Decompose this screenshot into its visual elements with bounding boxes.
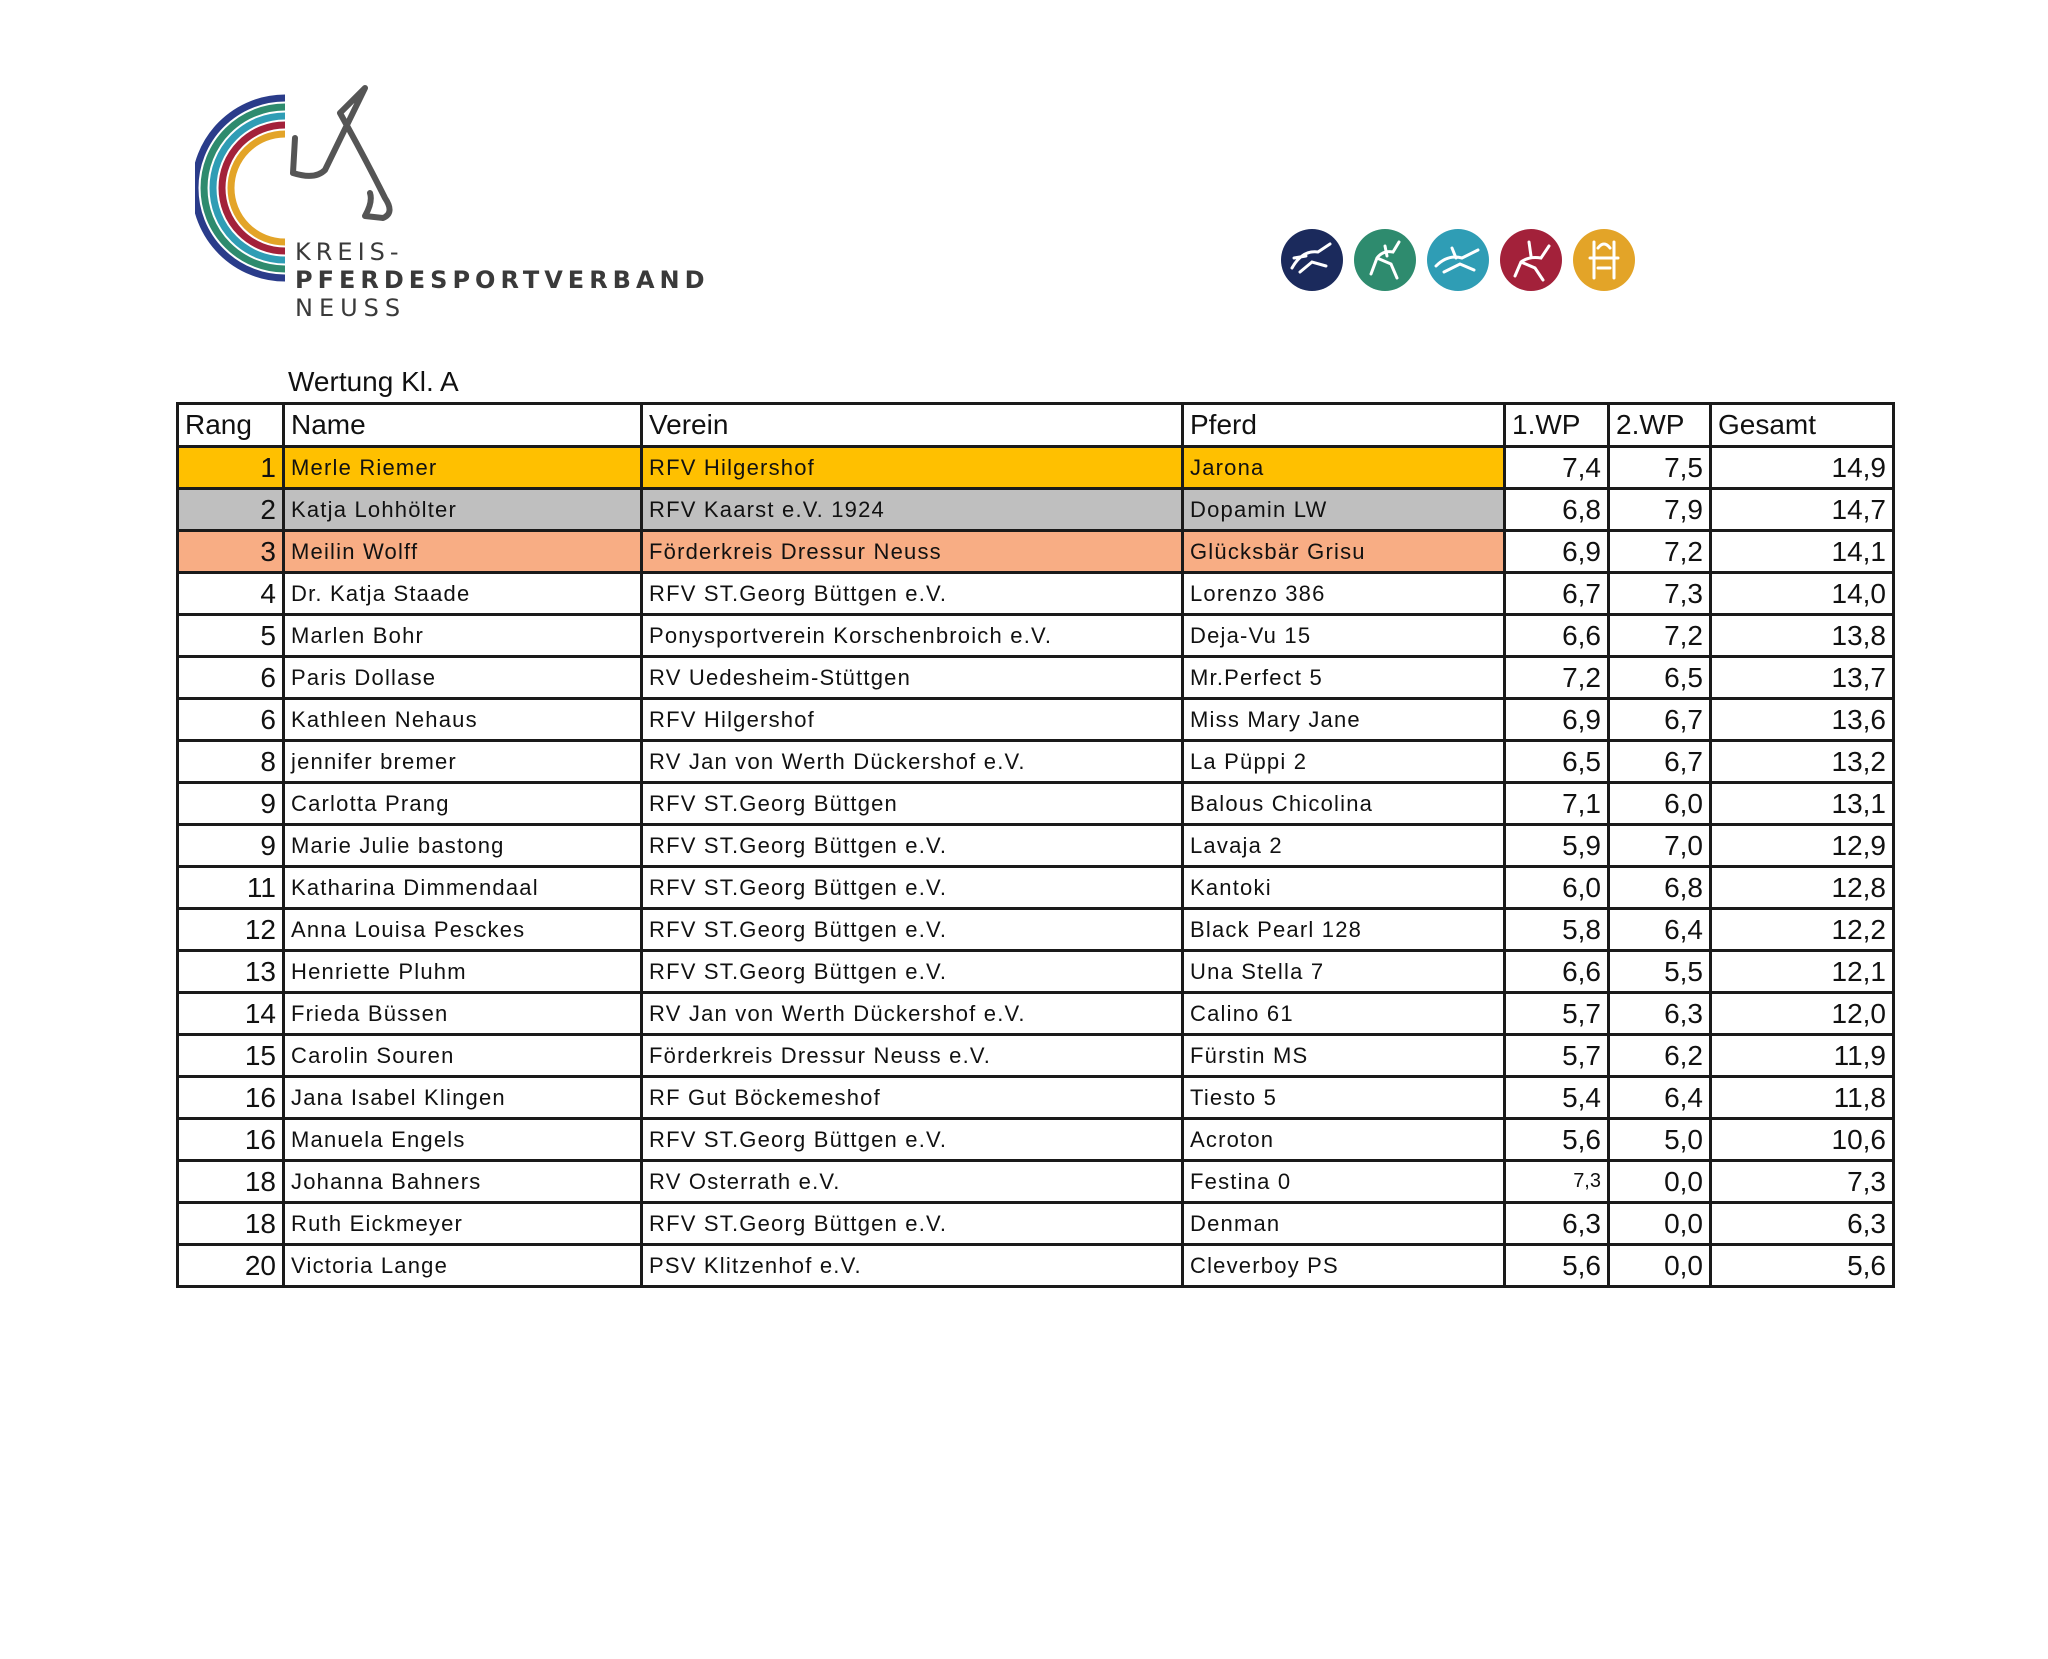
- cell-name: Meilin Wolff: [284, 531, 642, 573]
- table-row: [178, 951, 1894, 993]
- cell-rang: 16: [178, 1119, 284, 1161]
- cell-rang: 18: [178, 1161, 284, 1203]
- cell-verein: RFV ST.Georg Büttgen: [642, 783, 1183, 825]
- table-row: [178, 1119, 1894, 1161]
- cell-pferd: Lavaja 2: [1183, 825, 1505, 867]
- driving-icon: [1572, 228, 1636, 292]
- table-row: [178, 1203, 1894, 1245]
- header-wp2: 2.WP: [1609, 404, 1711, 447]
- cell-gesamt: 13,8: [1711, 615, 1894, 657]
- cell-rang: 5: [178, 615, 284, 657]
- cell-wp1: 6,3: [1505, 1203, 1609, 1245]
- cell-gesamt: 13,2: [1711, 741, 1894, 783]
- cell-pferd: Black Pearl 128: [1183, 909, 1505, 951]
- cell-name: Victoria Lange: [284, 1245, 642, 1287]
- table-row: [178, 993, 1894, 1035]
- table-row: [178, 1245, 1894, 1287]
- header-gesamt: Gesamt: [1711, 404, 1894, 447]
- header-wp1: 1.WP: [1505, 404, 1609, 447]
- cell-verein: RV Jan von Werth Dückershof e.V.: [642, 741, 1183, 783]
- cell-rang: 2: [178, 489, 284, 531]
- cell-name: jennifer bremer: [284, 741, 642, 783]
- cell-wp2: 5,0: [1609, 1119, 1711, 1161]
- cell-rang: 11: [178, 867, 284, 909]
- cell-wp2: 7,2: [1609, 531, 1711, 573]
- cell-pferd: Cleverboy PS: [1183, 1245, 1505, 1287]
- cell-wp2: 0,0: [1609, 1245, 1711, 1287]
- cell-name: Dr. Katja Staade: [284, 573, 642, 615]
- table-row: [178, 447, 1894, 489]
- table-header-row: [178, 404, 1894, 447]
- cell-gesamt: 12,1: [1711, 951, 1894, 993]
- cell-name: Frieda Büssen: [284, 993, 642, 1035]
- cell-wp2: 5,5: [1609, 951, 1711, 993]
- cell-pferd: Una Stella 7: [1183, 951, 1505, 993]
- table-row: [178, 783, 1894, 825]
- cell-rang: 9: [178, 783, 284, 825]
- cell-name: Katja Lohhölter: [284, 489, 642, 531]
- cell-wp1: 7,3: [1505, 1161, 1609, 1203]
- cell-wp1: 6,0: [1505, 867, 1609, 909]
- cell-rang: 20: [178, 1245, 284, 1287]
- cell-wp2: 7,3: [1609, 573, 1711, 615]
- cell-gesamt: 13,6: [1711, 699, 1894, 741]
- cell-name: Henriette Pluhm: [284, 951, 642, 993]
- discipline-icons: [1280, 228, 1636, 292]
- cell-wp2: 7,0: [1609, 825, 1711, 867]
- cell-gesamt: 11,9: [1711, 1035, 1894, 1077]
- table-row: [178, 573, 1894, 615]
- cell-wp1: 6,6: [1505, 951, 1609, 993]
- cell-pferd: Tiesto 5: [1183, 1077, 1505, 1119]
- cell-pferd: Calino 61: [1183, 993, 1505, 1035]
- cell-wp1: 5,7: [1505, 993, 1609, 1035]
- cell-verein: Förderkreis Dressur Neuss: [642, 531, 1183, 573]
- cell-rang: 15: [178, 1035, 284, 1077]
- table-row: [178, 741, 1894, 783]
- cell-gesamt: 6,3: [1711, 1203, 1894, 1245]
- cell-name: Johanna Bahners: [284, 1161, 642, 1203]
- cell-rang: 8: [178, 741, 284, 783]
- cell-gesamt: 13,1: [1711, 783, 1894, 825]
- cell-wp2: 6,3: [1609, 993, 1711, 1035]
- cell-rang: 14: [178, 993, 284, 1035]
- table-row: [178, 531, 1894, 573]
- table-title: Wertung Kl. A: [288, 366, 459, 397]
- cell-gesamt: 10,6: [1711, 1119, 1894, 1161]
- cell-gesamt: 12,8: [1711, 867, 1894, 909]
- cell-name: Ruth Eickmeyer: [284, 1203, 642, 1245]
- cell-verein: PSV Klitzenhof e.V.: [642, 1245, 1183, 1287]
- cell-wp1: 6,6: [1505, 615, 1609, 657]
- cell-verein: Förderkreis Dressur Neuss e.V.: [642, 1035, 1183, 1077]
- cell-verein: RV Osterrath e.V.: [642, 1161, 1183, 1203]
- cell-wp2: 6,4: [1609, 1077, 1711, 1119]
- cell-wp2: 6,2: [1609, 1035, 1711, 1077]
- table-row: [178, 1161, 1894, 1203]
- cell-pferd: Fürstin MS: [1183, 1035, 1505, 1077]
- cell-pferd: Lorenzo 386: [1183, 573, 1505, 615]
- cell-pferd: Jarona: [1183, 447, 1505, 489]
- table-row: [178, 489, 1894, 531]
- cell-wp1: 7,1: [1505, 783, 1609, 825]
- cell-name: Carolin Souren: [284, 1035, 642, 1077]
- cell-wp1: 6,9: [1505, 699, 1609, 741]
- cell-name: Manuela Engels: [284, 1119, 642, 1161]
- cell-wp2: 6,5: [1609, 657, 1711, 699]
- cell-gesamt: 14,1: [1711, 531, 1894, 573]
- cell-verein: RFV Kaarst e.V. 1924: [642, 489, 1183, 531]
- cell-wp2: 7,2: [1609, 615, 1711, 657]
- cell-pferd: Acroton: [1183, 1119, 1505, 1161]
- cell-pferd: Deja-Vu 15: [1183, 615, 1505, 657]
- cell-wp2: 6,8: [1609, 867, 1711, 909]
- cell-pferd: Mr.Perfect 5: [1183, 657, 1505, 699]
- cell-verein: RFV Hilgershof: [642, 447, 1183, 489]
- cell-pferd: Denman: [1183, 1203, 1505, 1245]
- cell-gesamt: 14,9: [1711, 447, 1894, 489]
- cell-name: Katharina Dimmendaal: [284, 867, 642, 909]
- cell-gesamt: 14,0: [1711, 573, 1894, 615]
- cell-wp2: 0,0: [1609, 1203, 1711, 1245]
- cell-rang: 13: [178, 951, 284, 993]
- header-pferd: Pferd: [1183, 404, 1505, 447]
- cell-rang: 16: [178, 1077, 284, 1119]
- logo-text-neuss: NEUSS: [295, 294, 407, 322]
- cell-verein: RFV ST.Georg Büttgen e.V.: [642, 573, 1183, 615]
- cell-gesamt: 12,0: [1711, 993, 1894, 1035]
- cell-pferd: La Püppi 2: [1183, 741, 1505, 783]
- cell-rang: 12: [178, 909, 284, 951]
- table-row: [178, 867, 1894, 909]
- cell-verein: RFV ST.Georg Büttgen e.V.: [642, 825, 1183, 867]
- cell-verein: RV Uedesheim-Stüttgen: [642, 657, 1183, 699]
- cell-wp2: 6,7: [1609, 741, 1711, 783]
- cell-name: Marie Julie bastong: [284, 825, 642, 867]
- cell-wp1: 5,7: [1505, 1035, 1609, 1077]
- cell-wp1: 7,4: [1505, 447, 1609, 489]
- cell-verein: RFV ST.Georg Büttgen e.V.: [642, 909, 1183, 951]
- cell-pferd: Glücksbär Grisu: [1183, 531, 1505, 573]
- cell-name: Paris Dollase: [284, 657, 642, 699]
- cell-rang: 3: [178, 531, 284, 573]
- cell-gesamt: 7,3: [1711, 1161, 1894, 1203]
- cell-verein: Ponysportverein Korschenbroich e.V.: [642, 615, 1183, 657]
- table-row: [178, 909, 1894, 951]
- cell-wp1: 5,6: [1505, 1119, 1609, 1161]
- jumping-icon: [1280, 228, 1344, 292]
- cell-verein: RF Gut Böckemeshof: [642, 1077, 1183, 1119]
- cell-rang: 1: [178, 447, 284, 489]
- cell-wp1: 6,7: [1505, 573, 1609, 615]
- table-row: [178, 1035, 1894, 1077]
- cell-rang: 9: [178, 825, 284, 867]
- cell-rang: 6: [178, 657, 284, 699]
- logo-text-kreis: KREIS-: [295, 238, 404, 266]
- cell-gesamt: 14,7: [1711, 489, 1894, 531]
- cell-wp1: 5,9: [1505, 825, 1609, 867]
- cell-wp1: 7,2: [1505, 657, 1609, 699]
- logo-text-verband: PFERDESPORTVERBAND: [295, 266, 710, 294]
- cell-pferd: Festina 0: [1183, 1161, 1505, 1203]
- cell-gesamt: 11,8: [1711, 1077, 1894, 1119]
- cell-name: Marlen Bohr: [284, 615, 642, 657]
- cell-wp1: 6,5: [1505, 741, 1609, 783]
- table-row: [178, 1077, 1894, 1119]
- kpv-neuss-logo: [195, 78, 715, 322]
- eventing-icon: [1426, 228, 1490, 292]
- cell-rang: 4: [178, 573, 284, 615]
- cell-wp2: 7,5: [1609, 447, 1711, 489]
- cell-wp2: 6,4: [1609, 909, 1711, 951]
- cell-gesamt: 5,6: [1711, 1245, 1894, 1287]
- cell-pferd: Dopamin LW: [1183, 489, 1505, 531]
- cell-name: Anna Louisa Pesckes: [284, 909, 642, 951]
- table-row: [178, 615, 1894, 657]
- cell-name: Carlotta Prang: [284, 783, 642, 825]
- results-table: [176, 402, 1895, 1288]
- cell-gesamt: 12,9: [1711, 825, 1894, 867]
- cell-wp2: 0,0: [1609, 1161, 1711, 1203]
- cell-wp1: 6,8: [1505, 489, 1609, 531]
- cell-pferd: Balous Chicolina: [1183, 783, 1505, 825]
- cell-wp1: 5,4: [1505, 1077, 1609, 1119]
- header-name: Name: [284, 404, 642, 447]
- cell-verein: RFV ST.Georg Büttgen e.V.: [642, 1203, 1183, 1245]
- cell-rang: 18: [178, 1203, 284, 1245]
- western-icon: [1499, 228, 1563, 292]
- cell-verein: RFV ST.Georg Büttgen e.V.: [642, 867, 1183, 909]
- cell-verein: RV Jan von Werth Dückershof e.V.: [642, 993, 1183, 1035]
- cell-verein: RFV Hilgershof: [642, 699, 1183, 741]
- cell-name: Jana Isabel Klingen: [284, 1077, 642, 1119]
- cell-name: Merle Riemer: [284, 447, 642, 489]
- header-rang: Rang: [178, 404, 284, 447]
- table-row: [178, 699, 1894, 741]
- cell-rang: 6: [178, 699, 284, 741]
- cell-pferd: Kantoki: [1183, 867, 1505, 909]
- cell-wp1: 6,9: [1505, 531, 1609, 573]
- cell-wp1: 5,8: [1505, 909, 1609, 951]
- cell-wp2: 6,7: [1609, 699, 1711, 741]
- cell-gesamt: 13,7: [1711, 657, 1894, 699]
- cell-wp2: 6,0: [1609, 783, 1711, 825]
- table-row: [178, 825, 1894, 867]
- cell-verein: RFV ST.Georg Büttgen e.V.: [642, 951, 1183, 993]
- cell-pferd: Miss Mary Jane: [1183, 699, 1505, 741]
- cell-name: Kathleen Nehaus: [284, 699, 642, 741]
- cell-wp1: 5,6: [1505, 1245, 1609, 1287]
- table-row: [178, 657, 1894, 699]
- cell-wp2: 7,9: [1609, 489, 1711, 531]
- cell-gesamt: 12,2: [1711, 909, 1894, 951]
- header-verein: Verein: [642, 404, 1183, 447]
- dressage-icon: [1353, 228, 1417, 292]
- cell-verein: RFV ST.Georg Büttgen e.V.: [642, 1119, 1183, 1161]
